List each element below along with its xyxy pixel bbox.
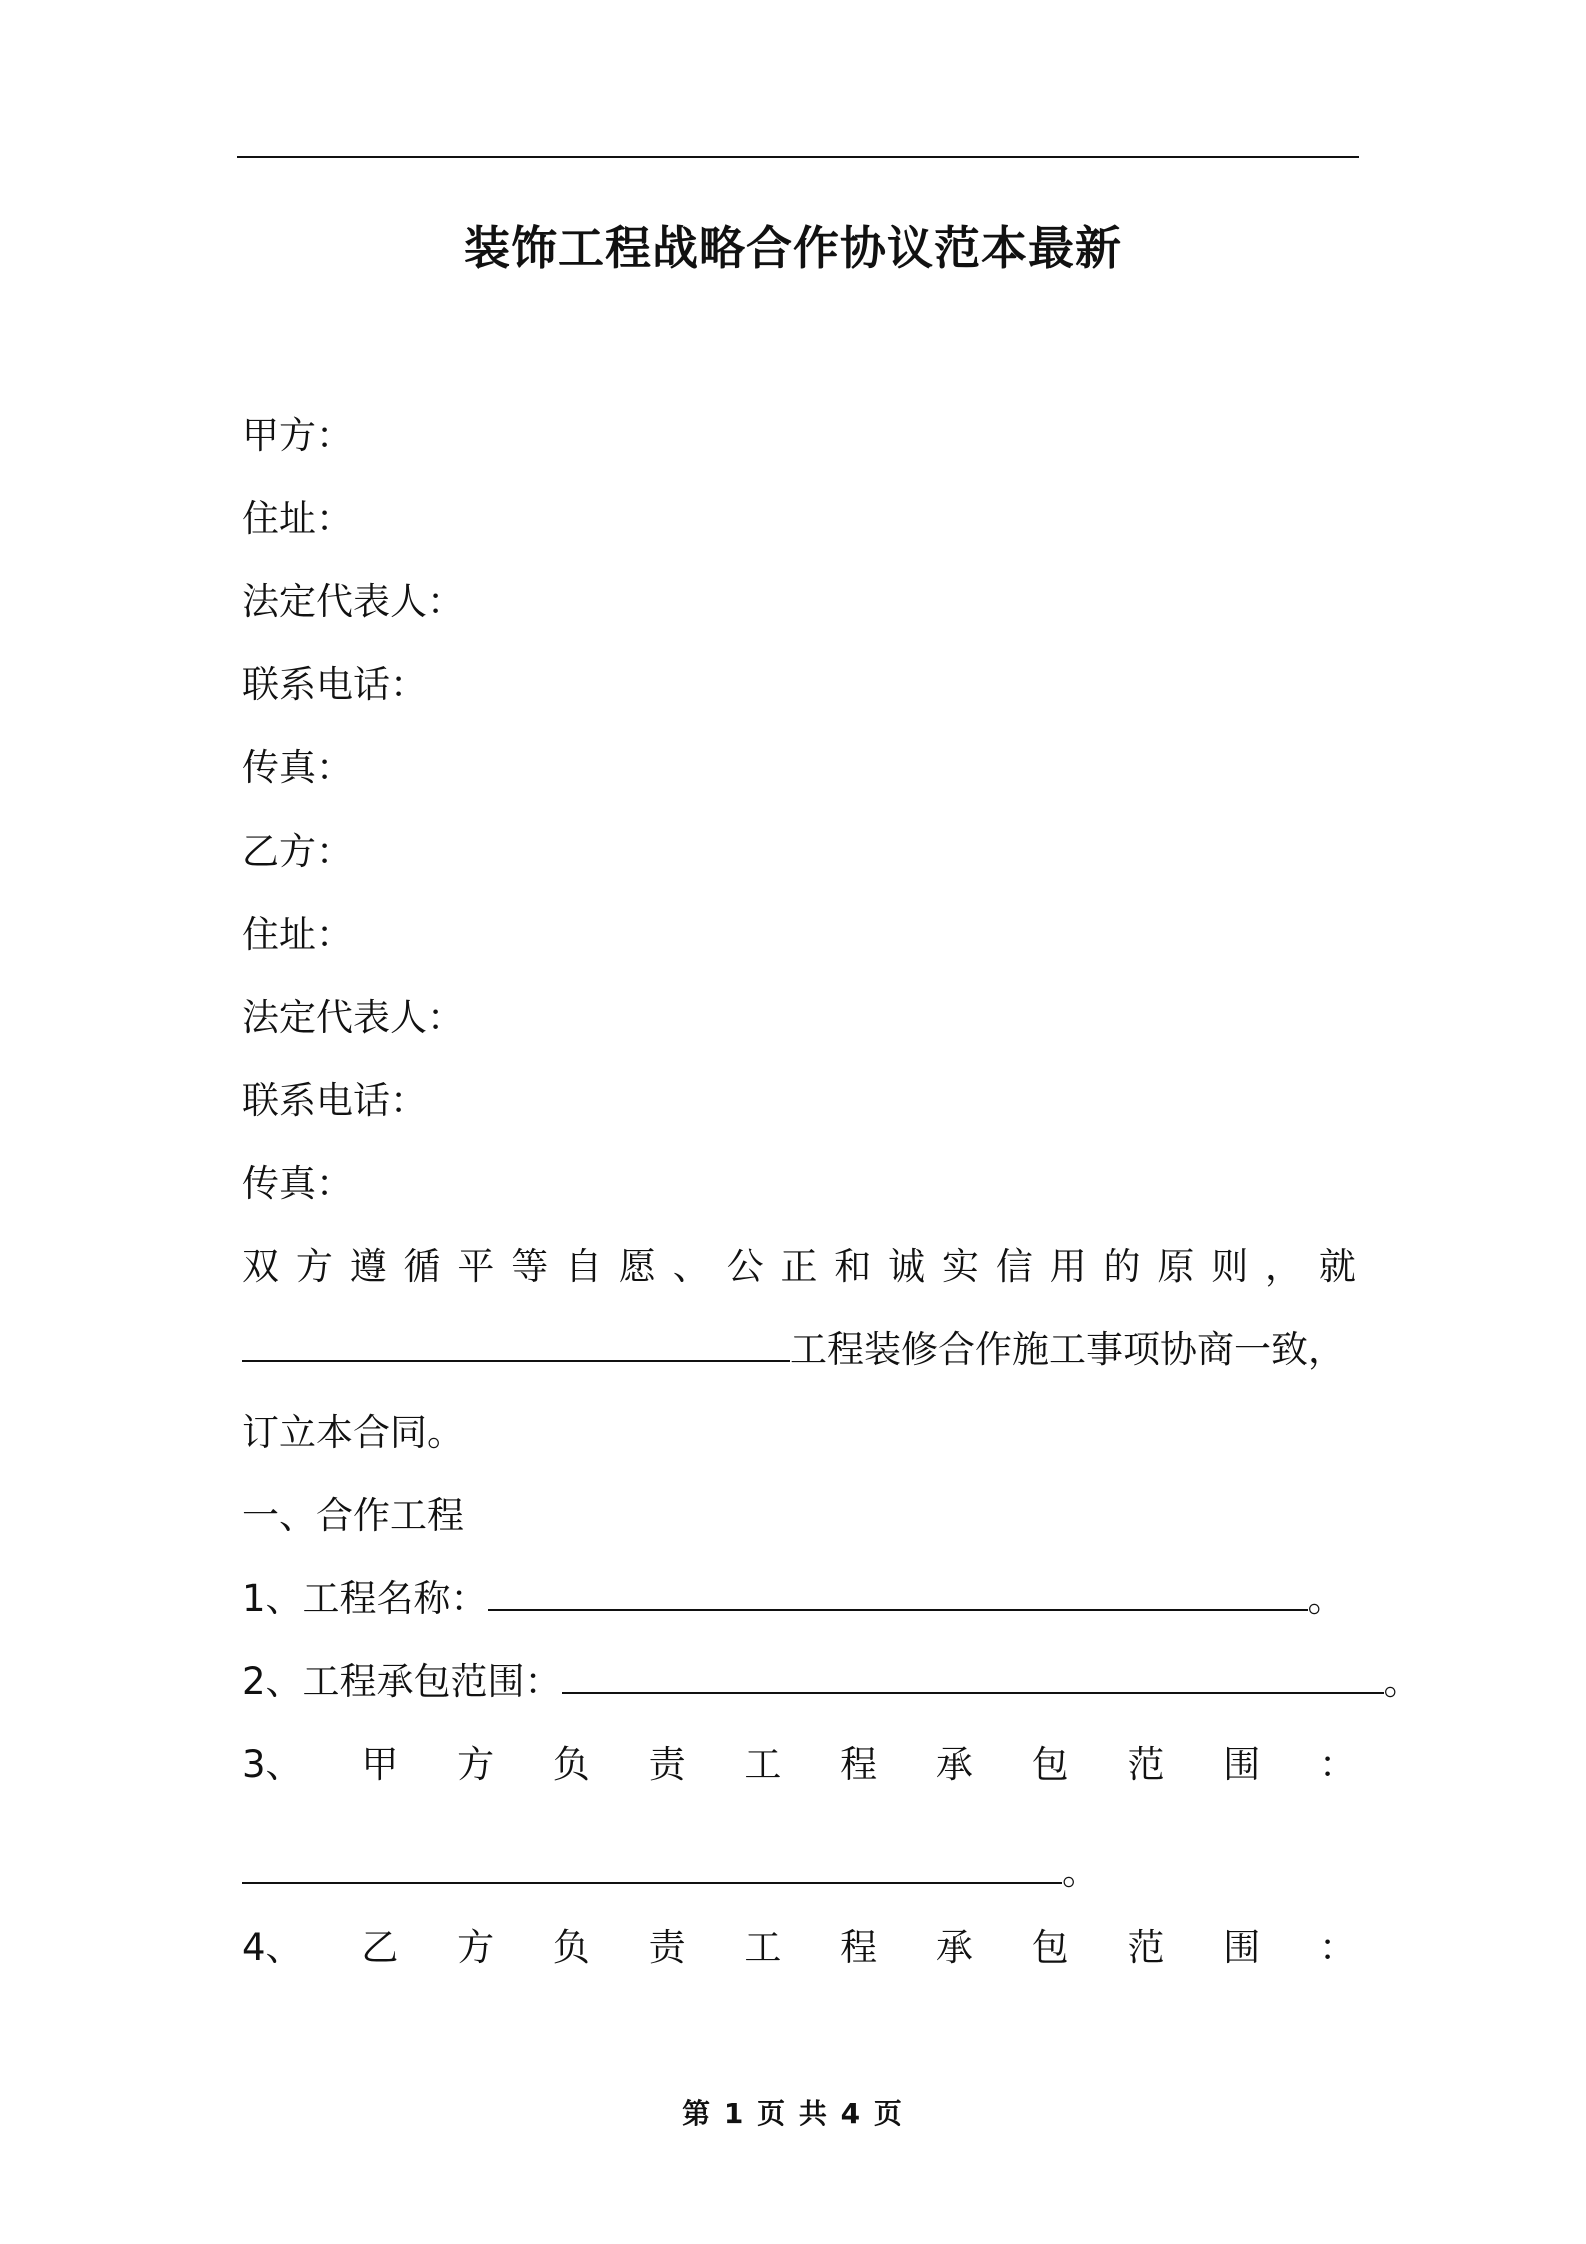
item-1-project-name bbox=[242, 1557, 1345, 1641]
party-a-label: 甲方： bbox=[242, 414, 353, 457]
item-2-blank bbox=[562, 1640, 1384, 1694]
preamble-line-1-char: 的 bbox=[1103, 1245, 1141, 1288]
item-4-char: ： bbox=[1318, 1926, 1356, 1969]
item-3-char: ： bbox=[1318, 1743, 1356, 1786]
preamble-line-1-char: 原 bbox=[1157, 1245, 1195, 1288]
preamble-line-1-char: 实 bbox=[941, 1245, 979, 1288]
preamble-line-2-text: 工程装修合作施工事项协商一致， bbox=[790, 1328, 1345, 1371]
item-4-char: 围 bbox=[1223, 1926, 1261, 1969]
preamble-line-1-char: 正 bbox=[780, 1245, 818, 1288]
preamble-line-1-char: 用 bbox=[1049, 1245, 1087, 1288]
preamble-line-1-char: 愿 bbox=[618, 1245, 656, 1288]
item-4-char: 4、 bbox=[242, 1926, 303, 1969]
preamble-line-3: 订立本合同。 bbox=[242, 1411, 464, 1454]
item-3-char: 方 bbox=[457, 1743, 495, 1786]
preamble-line-1-char: 方 bbox=[295, 1245, 333, 1288]
party-b-phone-label: 联系电话： bbox=[242, 1079, 427, 1122]
item-3-end: 。 bbox=[1062, 1850, 1099, 1893]
preamble-line-1-char: 双 bbox=[242, 1245, 279, 1288]
party-a-fax-label: 传真： bbox=[242, 746, 353, 789]
party-b-label: 乙方： bbox=[242, 830, 353, 873]
item-3-char: 3、 bbox=[242, 1743, 303, 1786]
header-rule bbox=[237, 156, 1359, 158]
item-4-char: 程 bbox=[840, 1926, 878, 1969]
preamble-line-1-char: ， bbox=[1265, 1245, 1303, 1288]
party-b-address-label: 住址： bbox=[242, 913, 353, 956]
item-3-char: 工 bbox=[744, 1743, 782, 1786]
item-1-blank bbox=[488, 1557, 1308, 1611]
item-3-char: 程 bbox=[840, 1743, 878, 1786]
preamble-line-1-char: 自 bbox=[565, 1245, 603, 1288]
party-a-address-label: 住址： bbox=[242, 497, 353, 540]
item-4-char: 承 bbox=[935, 1926, 973, 1969]
item-4-char: 工 bbox=[744, 1926, 782, 1969]
item-4-char: 范 bbox=[1127, 1926, 1165, 1969]
item-1-label: 1、工程名称： bbox=[242, 1577, 488, 1620]
item-2-contract-scope bbox=[242, 1640, 1421, 1724]
item-3-char: 负 bbox=[552, 1743, 590, 1786]
party-a-representative-label: 法定代表人： bbox=[242, 580, 464, 623]
preamble-line-1-char: 诚 bbox=[888, 1245, 926, 1288]
item-3-char: 围 bbox=[1223, 1743, 1261, 1786]
preamble-line-2 bbox=[242, 1308, 1345, 1392]
item-4-char: 乙 bbox=[361, 1926, 399, 1969]
item-3-char: 包 bbox=[1031, 1743, 1069, 1786]
item-4-char: 责 bbox=[648, 1926, 686, 1969]
preamble-line-1-char: 遵 bbox=[349, 1245, 387, 1288]
preamble-line-1-char: 和 bbox=[834, 1245, 872, 1288]
item-4-char: 方 bbox=[457, 1926, 495, 1969]
preamble-line-1 bbox=[242, 1225, 1356, 1309]
item-4-char: 包 bbox=[1031, 1926, 1069, 1969]
preamble-line-1-char: 平 bbox=[457, 1245, 495, 1288]
preamble-line-1-char: 则 bbox=[1211, 1245, 1249, 1288]
preamble-line-1-char: 等 bbox=[511, 1245, 549, 1288]
party-a-phone-label: 联系电话： bbox=[242, 663, 427, 706]
party-b-representative-label: 法定代表人： bbox=[242, 996, 464, 1039]
preamble-line-1-char: 、 bbox=[672, 1245, 710, 1288]
item-4-char: 负 bbox=[552, 1926, 590, 1969]
item-4-party-b-scope bbox=[242, 1906, 1356, 1990]
preamble-line-1-char: 就 bbox=[1318, 1245, 1356, 1288]
preamble-line-1-char: 循 bbox=[403, 1245, 441, 1288]
item-1-end: 。 bbox=[1307, 1577, 1345, 1620]
project-name-blank bbox=[242, 1308, 790, 1362]
item-3-fill-line bbox=[242, 1830, 1099, 1914]
item-2-end: 。 bbox=[1383, 1660, 1421, 1703]
section-1-heading: 一、合作工程 bbox=[242, 1494, 464, 1537]
item-3-party-a-scope bbox=[242, 1723, 1356, 1807]
item-3-char: 责 bbox=[648, 1743, 686, 1786]
preamble-line-1-char: 公 bbox=[726, 1245, 764, 1288]
item-3-blank bbox=[242, 1830, 1062, 1884]
party-b-fax-label: 传真： bbox=[242, 1162, 353, 1205]
page-number-footer: 第 1 页 共 4 页 bbox=[682, 2097, 904, 2130]
item-3-char: 承 bbox=[935, 1743, 973, 1786]
item-3-char: 甲 bbox=[361, 1743, 399, 1786]
item-2-label: 2、工程承包范围： bbox=[242, 1660, 562, 1703]
preamble-line-1-char: 信 bbox=[995, 1245, 1033, 1288]
document-title: 装饰工程战略合作协议范本最新 bbox=[464, 221, 1122, 275]
item-3-char: 范 bbox=[1127, 1743, 1165, 1786]
